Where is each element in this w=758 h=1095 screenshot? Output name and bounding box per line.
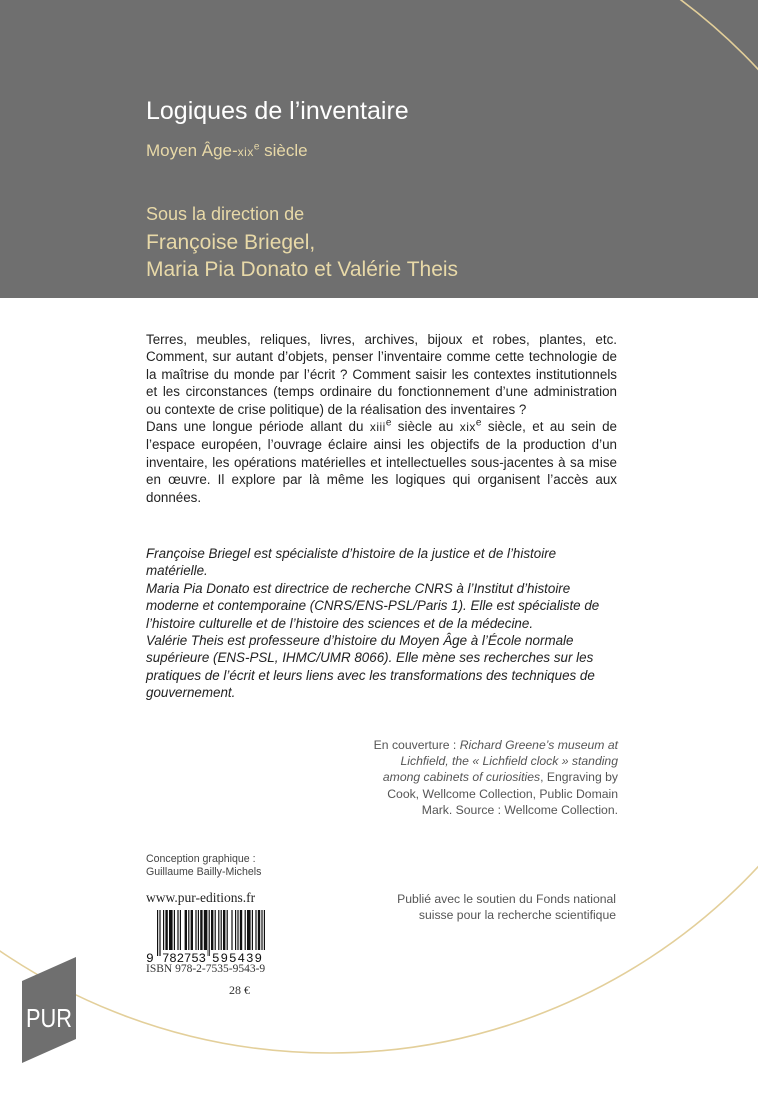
- book-subtitle: Moyen Âge-xix$^e$ siècle: [146, 141, 308, 160]
- barcode-group-2: 595439: [212, 952, 262, 965]
- barcode-bar: [209, 910, 210, 956]
- barcode-bar: [180, 910, 181, 956]
- barcode-bar: [255, 910, 256, 956]
- barcode-bar: [264, 910, 265, 956]
- barcode-digit: 9: [146, 951, 154, 965]
- editors: Françoise Briegel, Maria Pia Donato et Valérie Theis: [146, 231, 459, 281]
- barcode-bar: [169, 910, 173, 956]
- barcode-bar: [159, 910, 160, 956]
- direction-label: Sous la direction de: [146, 204, 305, 224]
- author-bios: [146, 545, 617, 702]
- barcode-bar: [191, 910, 193, 956]
- book-summary: [146, 331, 617, 506]
- price: 28 €: [229, 983, 250, 997]
- barcode-bar: [198, 910, 199, 956]
- barcode-bar: [215, 910, 216, 956]
- barcode-bar: [165, 910, 167, 956]
- summary-paragraph-2: Dans une longue période allant du xiii$^e$ siècle au xix$^e$ siècle, et au sein de l’espace européen, l’ouvrage éclaire ainsi les objectifs de la production d’un inventaire, les opérations matérielles et intellectuelles sous-jacentes à sa mise en œuvre. Il explore par là même les logiques qui organisent l’accès aux données.: [146, 417, 617, 505]
- barcode-bar: [204, 910, 208, 956]
- barcode-bar: [185, 910, 187, 956]
- cover-credit: En couverture : Richard Greene’s museum at Lichfield, the « Lichfield clock » standing among cabinets of curiosities, Engraving by Cook, Wellcome Collection, Public Domain Mark. Source : Wellcome Collection.: [373, 738, 618, 817]
- book-title: Logiques de l’inventaire: [146, 97, 409, 125]
- barcode-bar: [231, 910, 232, 956]
- barcode-group-1: 782753: [162, 952, 206, 965]
- barcode-bar: [163, 910, 164, 956]
- pur-logo-text: PUR: [26, 1003, 72, 1033]
- pur-logo: [22, 957, 78, 1063]
- publisher-website[interactable]: www.pur-editions.fr: [146, 890, 256, 905]
- barcode-bar: [223, 910, 225, 956]
- barcode-bar: [245, 910, 246, 956]
- barcode-bar: [227, 910, 228, 956]
- barcode-bar: [247, 910, 251, 956]
- barcode-bar: [240, 910, 242, 956]
- barcode-bar: [237, 910, 238, 956]
- bio-donato: Maria Pia Donato est directrice de recherche CNRS à l’Institut d’histoire moderne et contemporaine (CNRS/ENS-PSL/Paris 1). Elle est spécialiste de l’histoire culturelle et de l’histoire des sciences et de la médecine.: [146, 580, 600, 631]
- isbn: ISBN 978-2-7535-9543-9: [146, 963, 266, 975]
- bio-theis: Valérie Theis est professeure d’histoire du Moyen Âge à l’École normale supérieure (ENS-PSL, IHMC/UMR 8066). Elle mène ses recherches sur les pratiques de l’écrit et leurs liens avec les transformations des techniques de gouvernement.: [146, 633, 595, 701]
- graphic-design-credit: Conception graphique : Guillaume Bailly-Michels: [146, 853, 262, 878]
- barcode-bar: [157, 910, 158, 956]
- barcode-bar: [200, 910, 202, 956]
- bio-briegel: Françoise Briegel est spécialiste d’histoire de la justice et de l’histoire matérielle.: [146, 546, 557, 579]
- barcode-bar: [235, 910, 236, 956]
- barcode-bar: [218, 910, 219, 956]
- barcode-bar: [221, 910, 222, 956]
- barcode-bar: [211, 910, 213, 956]
- barcode-bar: [261, 910, 262, 956]
- barcode-bar: [252, 910, 253, 956]
- barcode-bar: [174, 910, 175, 956]
- barcode-bar: [258, 910, 260, 956]
- barcode-bar: [195, 910, 196, 956]
- barcode: [145, 910, 267, 965]
- funding-note: Publié avec le soutien du Fonds national suisse pour la recherche scientifique: [397, 892, 616, 922]
- summary-paragraph-1: Terres, meubles, reliques, livres, archives, bijoux et robes, plantes, etc. Comment, sur autant d’objets, penser l’inventaire comme cette technologie de la maîtrise du monde par l’écrit ? Comment saisir les contextes institutionnels et les circonstances (temps ordinaire du fonctionnement d’une administration ou contexte de crise politique) de la réalisation des inventaires ?: [146, 332, 617, 417]
- barcode-bar: [177, 910, 178, 956]
- barcode-bar: [188, 910, 189, 956]
